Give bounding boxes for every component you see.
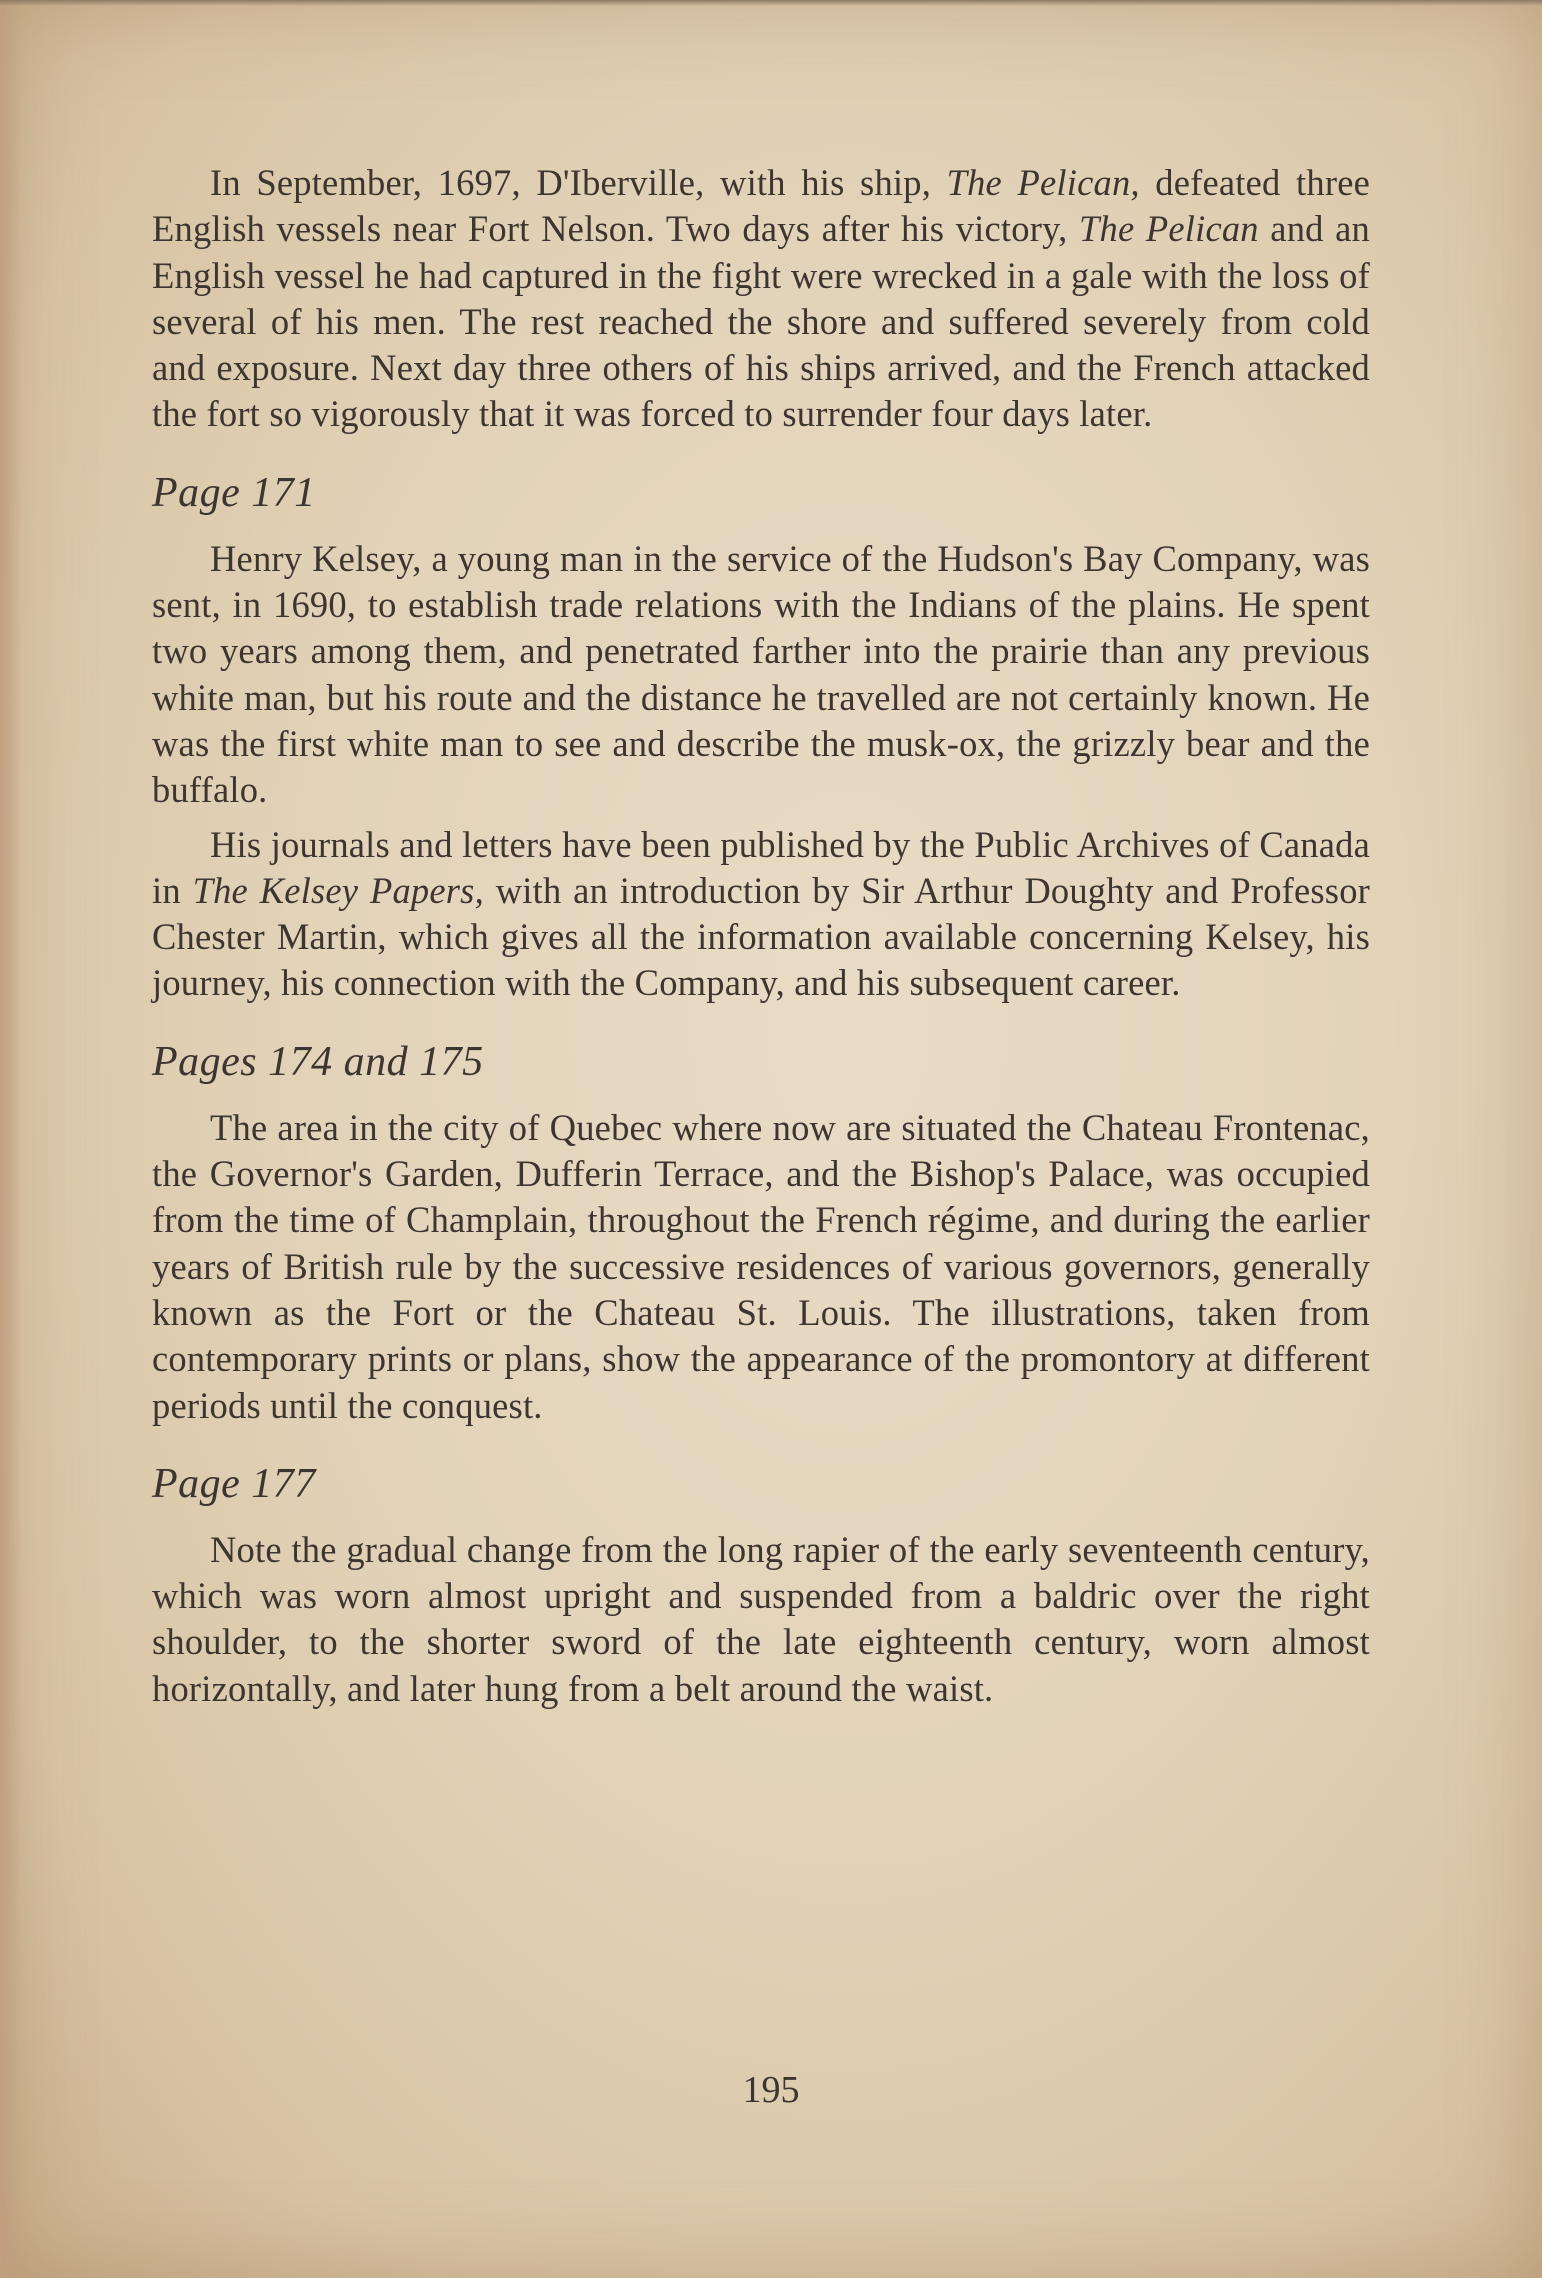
page-number: 195 bbox=[742, 2069, 800, 2111]
paragraph-rapier: Note the gradual change from the long rapier of the early seventeenth century, which was worn almost upright and suspended from a baldric over the right shoulder, to the shorter sword of the late eighteenth century, worn almost horizontally, and later hung from a belt around the waist. bbox=[152, 1528, 1370, 1709]
heading-page-171: Page 171 bbox=[152, 469, 316, 516]
page-body bbox=[152, 160, 1370, 1712]
ship-name-italic: The Pelican bbox=[1079, 208, 1259, 250]
heading-pages-174-175: Pages 174 and 175 bbox=[152, 1038, 484, 1085]
page-top-edge bbox=[0, 0, 1542, 6]
paragraph-kelsey-1: Henry Kelsey, a young man in the service of the Hudson's Bay Company, was sent, in 1690, to establish trade relations with the Indians of the plains. He spent two years among them, and penetrated farther into the prairie than any previous white man, but his route and the distance he travelled are not certainly known. He was the first white man to see and describe the musk-ox, the grizzly bear and the buffalo. bbox=[152, 537, 1370, 811]
paragraph-quebec: The area in the city of Quebec where now are situated the Chateau Frontenac, the Governor's Garden, Dufferin Terrace, and the Bishop's Palace, was occupied from the time of Champlain, throughout the French régime, and during the earlier years of British rule by the successive residences of various governors, generally known as the Fort or the Chateau St. Louis. The illustrations, taken from contemporary prints or plans, show the appearance of the promontory at different periods until the conquest. bbox=[152, 1106, 1370, 1426]
page-left-edge bbox=[0, 0, 22, 2278]
ship-name-italic: The Pelican, bbox=[946, 162, 1140, 203]
paragraph-kelsey-2: His journals and letters have been published by the Public Archives of Canada in The Kelsey Papers, with an introduction by Sir Arthur Doughty and Professor Chester Martin, which gives all the information available concerning Kelsey, his journey, his connection with the Company, and his subsequent career. bbox=[152, 823, 1371, 1004]
book-title-italic: The Kelsey Papers, bbox=[192, 869, 484, 911]
paragraph-pelican: In September, 1697, D'Iberville, with his ship, The Pelican, defeated three English vessels near Fort Nelson. Two days after his victory, The Pelican and an English vessel he had captured in the fight were wrecked in a gale with the loss of several of his men. The rest reached the shore and suffered severely from cold and exposure. Next day three others of his ships arrived, and the French attacked the fort so vigorously that it was forced to surrender four days later. bbox=[152, 162, 1370, 435]
heading-page-177: Page 177 bbox=[152, 1460, 316, 1507]
